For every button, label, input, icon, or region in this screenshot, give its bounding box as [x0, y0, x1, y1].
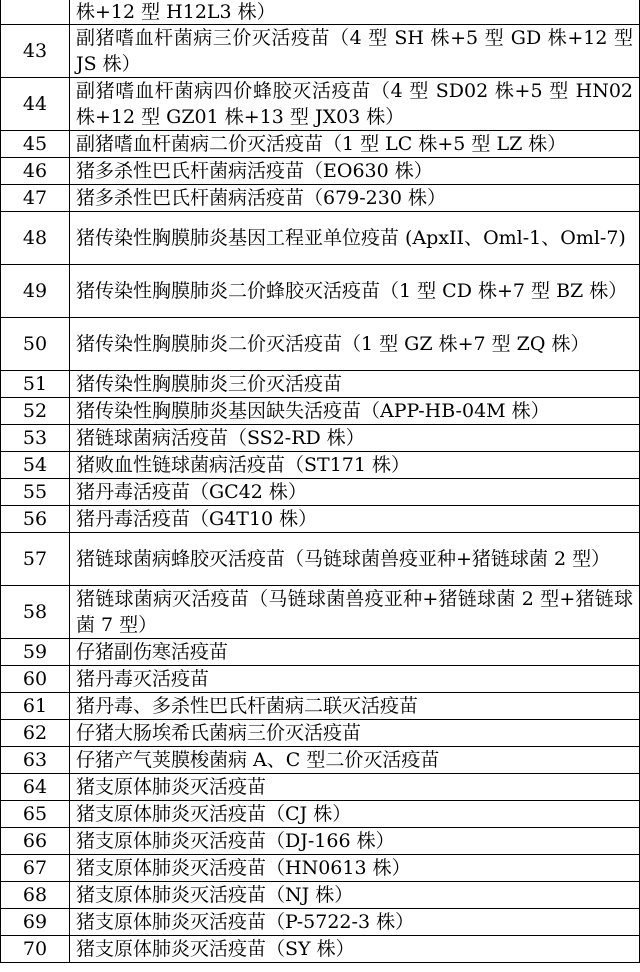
row-number-cell: 48	[1, 212, 70, 265]
table-row	[1, 639, 640, 666]
row-number-cell: 59	[1, 639, 70, 666]
vaccine-name-cell: 猪传染性胸膜肺炎基因缺失活疫苗（APP-HB-04M 株）	[70, 398, 640, 425]
table-row	[1, 479, 640, 506]
table-row	[1, 371, 640, 398]
row-number-cell: 66	[1, 828, 70, 855]
row-number-cell: 57	[1, 533, 70, 586]
table-row	[1, 158, 640, 185]
vaccine-name-cell: 猪链球菌病灭活疫苗（马链球菌兽疫亚种+猪链球菌 2 型+猪链球菌 7 型）	[70, 586, 640, 639]
table-row	[1, 828, 640, 855]
vaccine-name-cell: 副猪嗜血杆菌病四价蜂胶灭活疫苗（4 型 SD02 株+5 型 HN02 株+12 型 GZ01 株+13 型 JX03 株）	[70, 78, 640, 131]
table-row	[1, 506, 640, 533]
vaccine-name-cell: 猪丹毒活疫苗（G4T10 株）	[70, 506, 640, 533]
vaccine-name-cell: 猪支原体肺炎灭活疫苗（SY 株）	[70, 936, 640, 963]
vaccine-name-cell: 猪支原体肺炎灭活疫苗（DJ-166 株）	[70, 828, 640, 855]
table-row	[1, 774, 640, 801]
vaccine-name-cell: 猪传染性胸膜肺炎二价灭活疫苗（1 型 GZ 株+7 型 ZQ 株）	[70, 318, 640, 371]
row-number-cell: 60	[1, 666, 70, 693]
vaccine-name-cell: 仔猪大肠埃希氏菌病三价灭活疫苗	[70, 720, 640, 747]
table-row	[1, 801, 640, 828]
row-number-cell: 49	[1, 265, 70, 318]
row-number-cell: 58	[1, 586, 70, 639]
row-number-cell: 52	[1, 398, 70, 425]
table-row	[1, 318, 640, 371]
row-number-cell: 47	[1, 185, 70, 212]
vaccine-name-cell: 副猪嗜血杆菌病二价灭活疫苗（1 型 LC 株+5 型 LZ 株）	[70, 131, 640, 158]
row-number-cell: 62	[1, 720, 70, 747]
vaccine-name-cell: 猪支原体肺炎灭活疫苗	[70, 774, 640, 801]
vaccine-name-cell: 猪传染性胸膜肺炎三价灭活疫苗	[70, 371, 640, 398]
row-number-cell: 50	[1, 318, 70, 371]
vaccine-name-cell: 猪丹毒灭活疫苗	[70, 666, 640, 693]
vaccine-name-cell: 猪多杀性巴氏杆菌病活疫苗（EO630 株）	[70, 158, 640, 185]
row-number-cell: 51	[1, 371, 70, 398]
vaccine-name-cell: 猪支原体肺炎灭活疫苗（P-5722-3 株）	[70, 909, 640, 936]
table-row	[1, 720, 640, 747]
vaccine-name-cell: 猪链球菌病蜂胶灭活疫苗（马链球菌兽疫亚种+猪链球菌 2 型）	[70, 533, 640, 586]
vaccine-name-cell: 仔猪副伤寒活疫苗	[70, 639, 640, 666]
table-row	[1, 533, 640, 586]
table-row-partial	[1, 0, 640, 25]
table-row	[1, 425, 640, 452]
row-number-cell: 67	[1, 855, 70, 882]
row-number-cell: 56	[1, 506, 70, 533]
vaccine-name-cell: 仔猪产气荚膜梭菌病 A、C 型二价灭活疫苗	[70, 747, 640, 774]
vaccine-name-cell: 猪链球菌病活疫苗（SS2-RD 株）	[70, 425, 640, 452]
row-number-cell	[1, 0, 70, 25]
table-row	[1, 25, 640, 78]
row-number-cell: 64	[1, 774, 70, 801]
vaccine-name-cell: 株+12 型 H12L3 株）	[70, 0, 640, 25]
row-number-cell: 54	[1, 452, 70, 479]
table-row	[1, 78, 640, 131]
vaccine-name-cell: 猪败血性链球菌病活疫苗（ST171 株）	[70, 452, 640, 479]
row-number-cell: 68	[1, 882, 70, 909]
row-number-cell: 46	[1, 158, 70, 185]
table-row	[1, 586, 640, 639]
table-row	[1, 666, 640, 693]
row-number-cell: 45	[1, 131, 70, 158]
vaccine-name-cell: 猪传染性胸膜肺炎基因工程亚单位疫苗 (ApxII、Oml-1、Oml-7)	[70, 212, 640, 265]
table-row	[1, 909, 640, 936]
vaccine-table-body	[1, 0, 640, 963]
row-number-cell: 69	[1, 909, 70, 936]
vaccine-name-cell: 猪支原体肺炎灭活疫苗（HN0613 株）	[70, 855, 640, 882]
table-row	[1, 693, 640, 720]
table-row	[1, 131, 640, 158]
row-number-cell: 70	[1, 936, 70, 963]
vaccine-name-cell: 猪支原体肺炎灭活疫苗（CJ 株）	[70, 801, 640, 828]
row-number-cell: 65	[1, 801, 70, 828]
table-row	[1, 185, 640, 212]
row-number-cell: 43	[1, 25, 70, 78]
vaccine-name-cell: 猪丹毒、多杀性巴氏杆菌病二联灭活疫苗	[70, 693, 640, 720]
table-row	[1, 398, 640, 425]
table-row	[1, 855, 640, 882]
table-row	[1, 882, 640, 909]
table-row	[1, 265, 640, 318]
row-number-cell: 44	[1, 78, 70, 131]
table-row	[1, 747, 640, 774]
vaccine-name-cell: 猪支原体肺炎灭活疫苗（NJ 株）	[70, 882, 640, 909]
table-row	[1, 936, 640, 963]
vaccine-name-cell: 副猪嗜血杆菌病三价灭活疫苗（4 型 SH 株+5 型 GD 株+12 型 JS 株）	[70, 25, 640, 78]
vaccine-name-cell: 猪传染性胸膜肺炎二价蜂胶灭活疫苗（1 型 CD 株+7 型 BZ 株）	[70, 265, 640, 318]
row-number-cell: 53	[1, 425, 70, 452]
vaccine-name-cell: 猪多杀性巴氏杆菌病活疫苗（679-230 株）	[70, 185, 640, 212]
table-row	[1, 212, 640, 265]
row-number-cell: 63	[1, 747, 70, 774]
table-row	[1, 452, 640, 479]
vaccine-name-cell: 猪丹毒活疫苗（GC42 株）	[70, 479, 640, 506]
row-number-cell: 55	[1, 479, 70, 506]
row-number-cell: 61	[1, 693, 70, 720]
